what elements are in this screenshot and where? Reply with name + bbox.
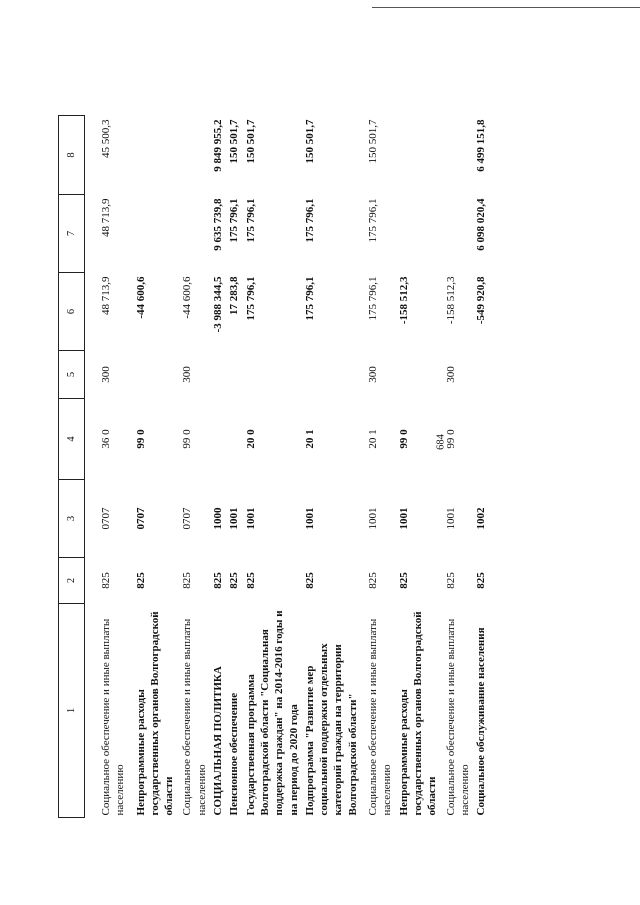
cell-program: 20 1 xyxy=(367,429,380,449)
cell-amount-col6: 175 796,1 xyxy=(367,276,380,321)
row-label: Социальное обеспечение и иные выплаты населению xyxy=(181,618,208,816)
cell-amount-col6: 48 713,9 xyxy=(100,276,112,315)
cell-code: 825 xyxy=(397,572,410,589)
cell-amount-col7: 175 796,1 xyxy=(367,198,380,243)
table-row xyxy=(395,116,440,818)
cell-amount-col8 xyxy=(176,116,209,195)
cell-amount-col7: 9 635 739,8 xyxy=(212,198,225,251)
cell-section: 1002 xyxy=(475,507,488,530)
cell-amount-col8: 9 849 955,2 xyxy=(212,119,225,172)
cell-program: 36 0 xyxy=(100,429,112,449)
cell-section: 1001 xyxy=(397,507,410,530)
cell-code: 825 xyxy=(134,572,147,589)
cell-expense-type xyxy=(301,351,360,399)
cell-amount-col6: -158 512,3 xyxy=(444,276,457,325)
cell-expense-type xyxy=(209,351,225,399)
cell-amount-col7 xyxy=(395,195,440,273)
cell-amount-col7: 6 098 020,4 xyxy=(475,198,488,251)
cell-expense-type: 300 xyxy=(181,366,194,383)
cell-amount-col8: 45 500,3 xyxy=(100,119,112,158)
cell-amount-col8 xyxy=(440,116,473,195)
cell-section: 1001 xyxy=(367,507,380,530)
page-number: 684 xyxy=(435,434,447,450)
cell-code: 825 xyxy=(100,572,112,589)
cell-amount-col8: 150 501,7 xyxy=(244,119,257,164)
table-row xyxy=(360,116,395,818)
cell-amount-col7 xyxy=(440,195,473,273)
table-row xyxy=(225,116,241,818)
cell-section: 1001 xyxy=(244,507,257,530)
table-row xyxy=(85,116,128,818)
cell-code: 825 xyxy=(475,572,488,589)
row-label: Непрограммные расходы государственных органов Волгоградской области xyxy=(397,611,439,816)
cell-amount-col6: 175 796,1 xyxy=(303,276,316,321)
cell-expense-type: 300 xyxy=(444,366,457,383)
cell-section: 1001 xyxy=(228,507,241,530)
table-row xyxy=(209,116,225,818)
cell-amount-col6: -44 600,6 xyxy=(134,276,147,319)
cell-code: 825 xyxy=(303,572,316,589)
table-row xyxy=(472,116,488,818)
column-header-row xyxy=(59,116,85,818)
cell-program: 20 1 xyxy=(303,429,316,449)
cell-amount-col7: 175 796,1 xyxy=(303,198,316,243)
top-rule xyxy=(372,7,640,8)
table-row xyxy=(301,116,360,818)
row-label: Социальное обслуживание населения xyxy=(475,627,488,816)
cell-program: 99 0 xyxy=(444,429,457,449)
cell-amount-col8 xyxy=(128,116,177,195)
column-header: 5 xyxy=(59,351,85,399)
cell-code: 825 xyxy=(244,572,257,589)
column-header: 2 xyxy=(59,558,85,604)
column-header: 8 xyxy=(59,116,85,195)
cell-amount-col7: 48 713,9 xyxy=(100,198,112,237)
cell-amount-col6: 175 796,1 xyxy=(244,276,257,321)
column-header: 6 xyxy=(59,273,85,351)
table-row xyxy=(128,116,177,818)
row-label: Социальное обеспечение и иные выплаты населению xyxy=(444,618,471,816)
row-label: СОЦИАЛЬНАЯ ПОЛИТИКА xyxy=(212,666,225,816)
column-header: 3 xyxy=(59,480,85,558)
cell-program: 99 0 xyxy=(134,429,147,449)
budget-table xyxy=(58,115,488,818)
cell-code: 825 xyxy=(367,572,380,589)
row-label: Подпрограмма "Развитие мер социальной поддержки отдельных категорий граждан на территории Волгоградской области" xyxy=(303,643,359,816)
cell-expense-type xyxy=(395,351,440,399)
cell-program: 20 0 xyxy=(244,429,257,449)
cell-amount-col6: -549 920,8 xyxy=(475,276,488,325)
column-header: 1 xyxy=(59,604,85,818)
cell-amount-col8: 6 499 151,8 xyxy=(475,119,488,172)
cell-section: 1001 xyxy=(444,507,457,530)
row-label: Социальное обеспечение и иные выплаты населению xyxy=(367,618,394,816)
cell-code: 825 xyxy=(228,572,241,589)
cell-section: 0707 xyxy=(100,507,112,530)
rotated-page xyxy=(58,116,640,818)
cell-amount-col8: 150 501,7 xyxy=(367,119,380,164)
cell-expense-type: 300 xyxy=(100,366,112,383)
table-body xyxy=(85,116,489,818)
cell-expense-type: 300 xyxy=(367,366,380,383)
cell-amount-col6: -44 600,6 xyxy=(181,276,194,319)
cell-amount-col6: 17 283,8 xyxy=(228,276,241,315)
cell-amount-col8: 150 501,7 xyxy=(228,119,241,164)
cell-amount-col6: -3 988 344,5 xyxy=(212,276,225,333)
cell-program: 99 0 xyxy=(181,429,194,449)
row-label: Пенсионное обеспечение xyxy=(228,692,241,816)
cell-program xyxy=(225,399,241,480)
cell-amount-col8 xyxy=(395,116,440,195)
cell-section: 1001 xyxy=(303,507,316,530)
cell-amount-col7: 175 796,1 xyxy=(228,198,241,243)
row-label: Социальное обеспечение и иные выплаты населению xyxy=(100,618,127,816)
cell-expense-type xyxy=(128,351,177,399)
table-row xyxy=(440,116,473,818)
cell-amount-col7: 175 796,1 xyxy=(244,198,257,243)
cell-section: 1000 xyxy=(212,507,225,530)
cell-section: 0707 xyxy=(181,507,194,530)
cell-code: 825 xyxy=(212,572,225,589)
cell-program xyxy=(209,399,225,480)
cell-section: 0707 xyxy=(134,507,147,530)
column-header: 4 xyxy=(59,399,85,480)
cell-code: 825 xyxy=(444,572,457,589)
cell-expense-type xyxy=(242,351,301,399)
row-label: Государственная программа Волгоградской области "Социальная поддержка граждан" на 2014-2016 годы и на период до 2020 года xyxy=(244,610,300,816)
cell-program: 99 0 xyxy=(397,429,410,449)
table-row xyxy=(242,116,301,818)
cell-program xyxy=(472,399,488,480)
cell-amount-col7 xyxy=(176,195,209,273)
cell-amount-col8: 150 501,7 xyxy=(303,119,316,164)
table-row xyxy=(176,116,209,818)
cell-code: 825 xyxy=(181,572,194,589)
cell-expense-type xyxy=(225,351,241,399)
row-label: Непрограммные расходы государственных органов Волгоградской области xyxy=(134,611,176,816)
cell-expense-type xyxy=(472,351,488,399)
column-header: 7 xyxy=(59,195,85,273)
cell-amount-col7 xyxy=(128,195,177,273)
cell-amount-col6: -158 512,3 xyxy=(397,276,410,325)
